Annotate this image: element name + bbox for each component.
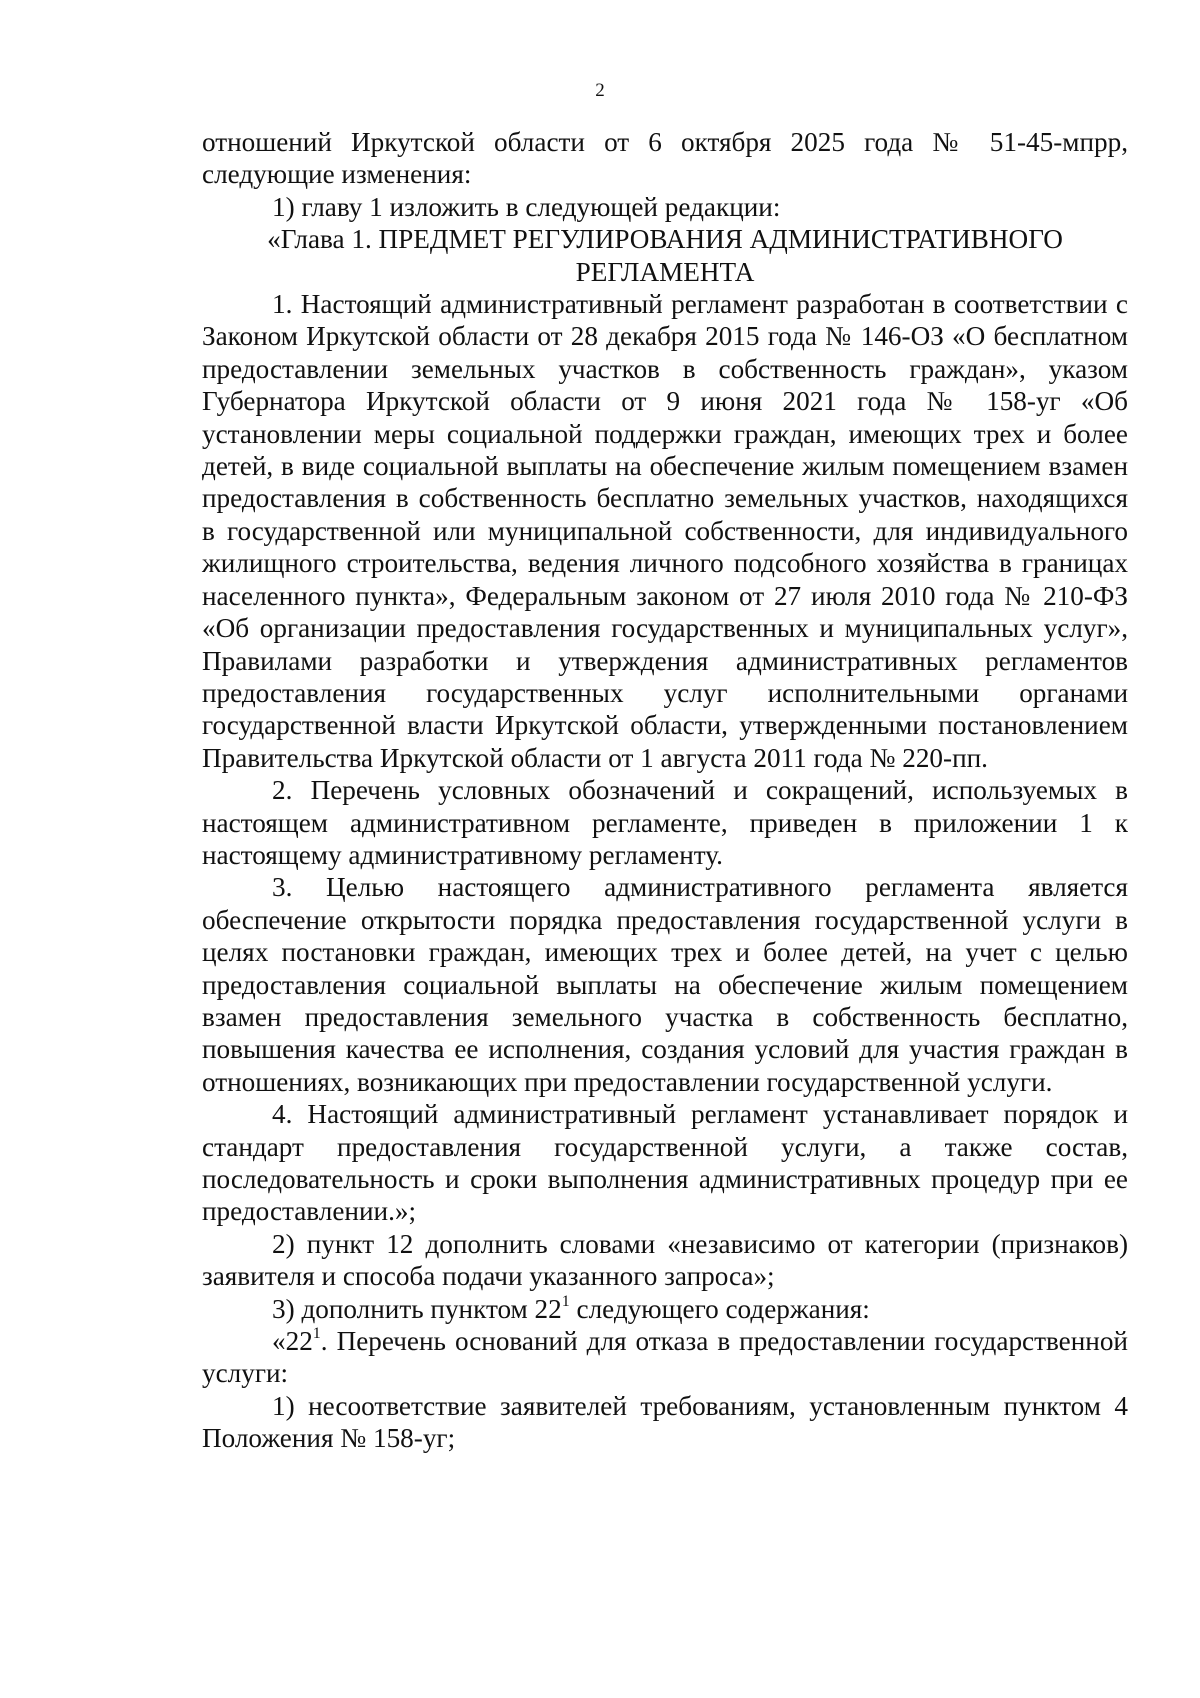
paragraph-item-3 <box>202 1293 1128 1325</box>
paragraph-intro: отношений Иркутской области от 6 октября 2025 года № 51-45-мпрр, следующие изменения: <box>202 127 1128 190</box>
item-3-superscript: 1 <box>561 1292 570 1310</box>
page-number: 2 <box>595 80 605 101</box>
paragraph-point-2: 2. Перечень условных обозначений и сокращений, используемых в настоящем административном регламенте, приведен в приложении 1 к настоящему административному регламенту. <box>202 775 1128 870</box>
paragraph-subitem-1: 1) несоответствие заявителей требованиям, установленным пунктом 4 Положения № 158-уг; <box>202 1390 1128 1454</box>
point-22-1-text-before: «22 <box>272 1326 313 1357</box>
document-body <box>202 126 1128 1455</box>
chapter-heading: «Глава 1. ПРЕДМЕТ РЕГУЛИРОВАНИЯ АДМИНИСТРАТИВНОГО РЕГЛАМЕНТА <box>267 224 1063 287</box>
paragraph-item-2: 2) пункт 12 дополнить словами «независимо от категории (признаков) заявителя и способа подачи указанного запроса»; <box>202 1228 1128 1292</box>
point-22-1-superscript: 1 <box>312 1324 321 1342</box>
point-22-1-text-after: . Перечень оснований для отказа в предоставлении государственной услуги: <box>202 1326 1128 1389</box>
paragraph-point-1: 1. Настоящий административный регламент разработан в соответствии с Законом Иркутской области от 28 декабря 2015 года № 146-ОЗ «О бесплатном предоставлении земельных участков в собственность граждан», указом Губернатора Иркутской области от 9 июня 2021 года № 158-уг «Об установлении меры социальной поддержки граждан, имеющих трех и более детей, в виде социальной выплаты на обеспечение жилым помещением взамен предоставления в собственность бесплатно земельных участков, находящихся в государственной или муниципальной собственности, для индивидуального жилищного строительства, ведения личного подсобного хозяйства в границах населенного пункта», Федеральным законом от 27 июля 2010 года № 210-ФЗ «Об организации предоставления государственных и муниципальных услуг», Правилами разработки и утверждения административных регламентов предоставления государственных услуг исполнительными органами государственной власти Иркутской области, утвержденными постановлением Правительства Иркутской области от 1 августа 2011 года № 220-пп. <box>202 289 1128 773</box>
paragraph-point-4: 4. Настоящий административный регламент устанавливает порядок и стандарт предоставления государственной услуги, а также состав, последовательность и сроки выполнения административных процедур при ее предоставлении.»; <box>202 1099 1128 1227</box>
paragraph-item-1-chapter: 1) главу 1 изложить в следующей редакции: <box>272 191 781 222</box>
item-3-text-before: 3) дополнить пунктом 22 <box>272 1293 562 1324</box>
item-3-text-after: следующего содержания: <box>569 1293 870 1324</box>
paragraph-point-3: 3. Целью настоящего административного регламента является обеспечение открытости порядка предоставления государственной услуги в целях постановки граждан, имеющих трех и более детей, на учет с целью предоставления социальной выплаты на обеспечение жилым помещением взамен предоставления земельного участка в собственность бесплатно, повышения качества ее исполнения, создания условий для участия граждан в отношениях, возникающих при предоставлении государственной услуги. <box>202 872 1128 1097</box>
paragraph-point-22-1 <box>202 1325 1128 1390</box>
